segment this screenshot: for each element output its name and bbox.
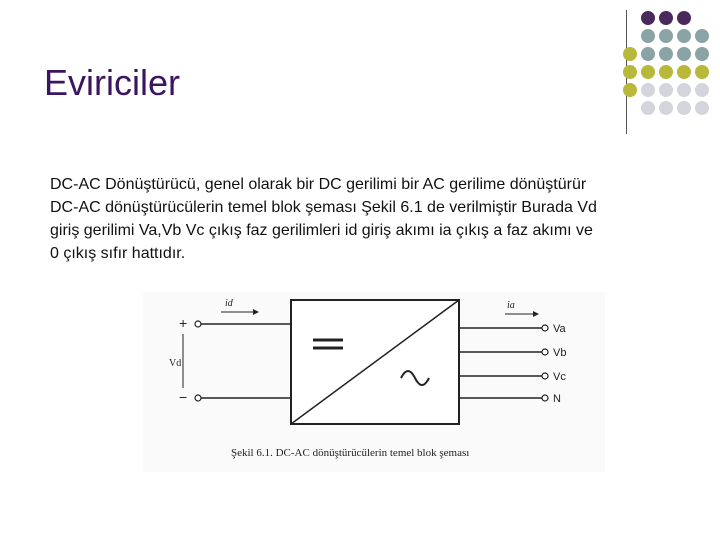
slide-body [50, 173, 680, 265]
decorative-dot [677, 65, 691, 79]
vc-label: Vc [553, 371, 566, 383]
output-a-terminal [542, 325, 548, 331]
decorative-dot [659, 83, 673, 97]
output-c-terminal [542, 373, 548, 379]
decorative-dot [623, 83, 637, 97]
figure-caption: Şekil 6.1. DC-AC dönüştürücülerin temel blok şeması [231, 447, 470, 459]
input-minus-terminal [195, 395, 201, 401]
decorative-dot [659, 11, 673, 25]
decorative-dot [659, 47, 673, 61]
decorative-dot [641, 47, 655, 61]
decorative-dot [677, 83, 691, 97]
plus-label: + [179, 315, 188, 331]
body-line: giriş gerilimi Va,Vb Vc çıkış faz gerilimleri id giriş akımı ia çıkış a faz akımı ve [50, 222, 593, 239]
decorative-dot [695, 83, 709, 97]
decorative-dot-grid [0, 0, 720, 140]
decorative-dot [623, 47, 637, 61]
output-n-terminal [542, 395, 548, 401]
decorative-dot [641, 83, 655, 97]
decorative-dot [659, 29, 673, 43]
body-line: DC-AC Dönüştürücü, genel olarak bir DC gerilimi bir AC gerilime dönüştürür [50, 176, 587, 193]
id-label: id [225, 298, 233, 309]
ia-label: ia [507, 300, 515, 311]
block-diagram-figure [143, 292, 605, 472]
slide-title: Eviriciler [44, 62, 181, 103]
decorative-dot [623, 65, 637, 79]
decorative-dot [695, 47, 709, 61]
decorative-dot [641, 11, 655, 25]
vd-label: Vd [169, 358, 182, 369]
body-line: 0 çıkış sıfır hattıdır. [50, 245, 186, 262]
n-label: N [553, 393, 561, 405]
decorative-dot [659, 101, 673, 115]
input-plus-terminal [195, 321, 201, 327]
decorative-dot [677, 11, 691, 25]
body-line: DC-AC dönüştürücülerin temel blok şeması Şekil 6.1 de verilmiştir Burada Vd [50, 199, 597, 216]
decorative-dot [695, 65, 709, 79]
decorative-dot [677, 47, 691, 61]
decorative-dot [659, 65, 673, 79]
decorative-dot [677, 29, 691, 43]
minus-label: − [179, 389, 188, 405]
decorative-dot [677, 101, 691, 115]
decorative-dot [695, 29, 709, 43]
decorative-dot [641, 65, 655, 79]
decorative-dot [641, 101, 655, 115]
vb-label: Vb [553, 347, 567, 359]
decorative-dot [641, 29, 655, 43]
decorative-dot [695, 101, 709, 115]
va-label: Va [553, 323, 566, 335]
output-b-terminal [542, 349, 548, 355]
